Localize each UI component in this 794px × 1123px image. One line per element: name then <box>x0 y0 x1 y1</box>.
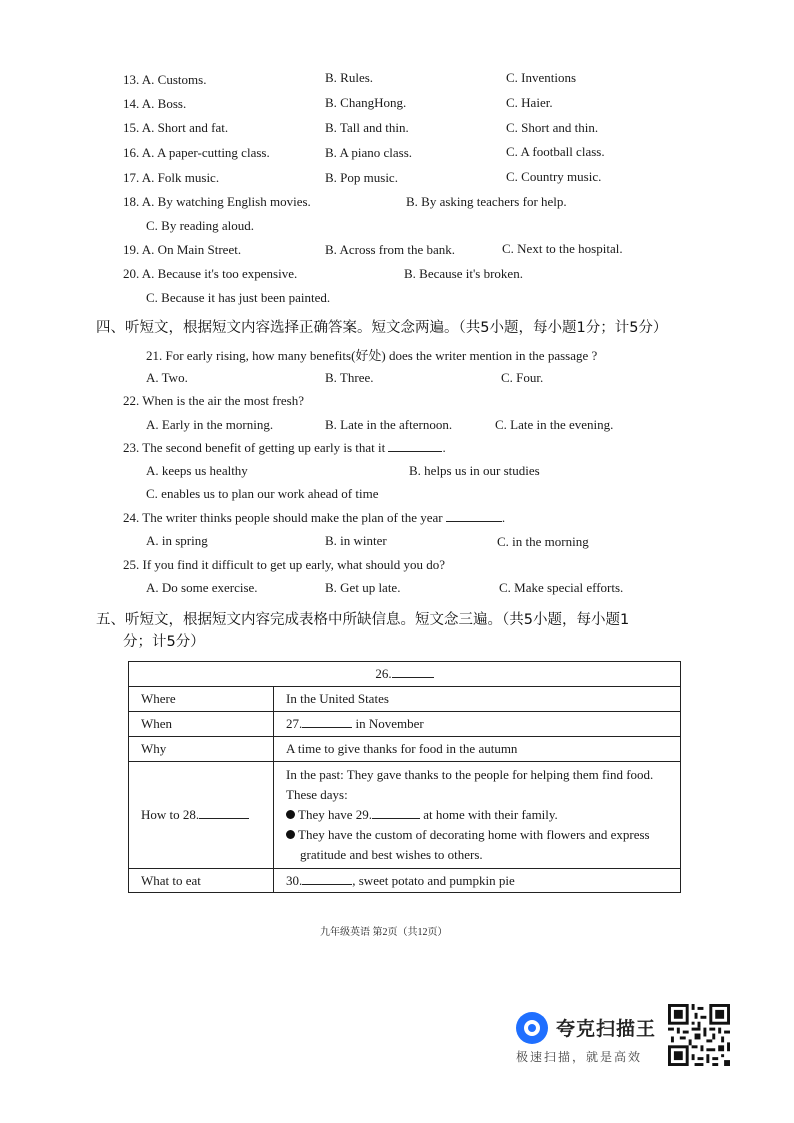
bullet-icon <box>286 810 295 819</box>
section-5-heading-line1: 五、听短文，根据短文内容完成表格中所缺信息。短文念三遍。（共5小题，每小题1 <box>96 612 630 628</box>
item-17-b: B. Pop music. <box>325 170 398 185</box>
row-label-how: How to 28. <box>129 762 274 869</box>
bullet-icon <box>286 830 295 839</box>
question-23-option-c: C. enables us to plan our work ahead of time <box>146 486 379 501</box>
row-value-where: In the United States <box>274 687 681 712</box>
question-25-option-a: A. Do some exercise. <box>146 580 258 595</box>
watermark-brand: 夸克扫描王 <box>556 1018 657 1040</box>
table-row <box>129 762 681 869</box>
page-footer: 九年级英语 第2页（共12页） <box>320 927 448 938</box>
table-title-number: 26. <box>375 666 392 681</box>
table-row <box>129 687 681 712</box>
item-13-a: 13. A. Customs. <box>123 72 207 87</box>
table-row <box>129 869 681 893</box>
item-14-c: C. Haier. <box>506 95 553 110</box>
how-bullet-2-continued: gratitude and best wishes to others. <box>300 847 483 862</box>
question-22-option-b: B. Late in the afternoon. <box>325 417 453 432</box>
question-25-option-c: C. Make special efforts. <box>499 580 624 595</box>
question-24-option-c: C. in the morning <box>497 534 589 549</box>
answer-blank-26 <box>392 666 434 678</box>
table-title-cell <box>129 662 681 687</box>
question-22-option-a: A. Early in the morning. <box>146 417 274 432</box>
row-value-how <box>274 762 681 869</box>
section-5-heading-line2: 分；计5分） <box>123 634 205 650</box>
question-22-option-c: C. Late in the evening. <box>495 417 614 432</box>
answer-blank-30 <box>302 873 352 885</box>
how-these-days-text: These days: <box>286 787 348 802</box>
item-15-b: B. Tall and thin. <box>325 120 409 135</box>
item-16-a: 16. A. A paper-cutting class. <box>123 145 270 160</box>
item-15-c: C. Short and thin. <box>506 120 599 135</box>
item-18-a: 18. A. By watching English movies. <box>123 194 311 209</box>
item-20-a: 20. A. Because it's too expensive. <box>123 266 298 281</box>
row-label-eat: What to eat <box>129 869 274 893</box>
row-value-why: A time to give thanks for food in the autumn <box>274 737 681 762</box>
item-15-a: 15. A. Short and fat. <box>123 120 229 135</box>
question-23-option-a: A. keeps us healthy <box>146 463 248 478</box>
how-bullet-2: They have the custom of decorating home with flowers and express <box>286 825 680 845</box>
table-row <box>129 737 681 762</box>
item-20-b: B. Because it's broken. <box>404 266 523 281</box>
row-value-eat: 30. , sweet potato and pumpkin pie <box>274 869 681 893</box>
item-19-b: B. Across from the bank. <box>325 242 455 257</box>
table-row-title <box>129 662 681 687</box>
question-22-stem: 22. When is the air the most fresh? <box>123 393 304 408</box>
how-past-text: In the past: They gave thanks to the people for helping them find food. <box>286 767 654 782</box>
row-label-where: Where <box>129 687 274 712</box>
quark-logo-icon <box>516 1012 548 1044</box>
table-row <box>129 712 681 737</box>
item-13-b: B. Rules. <box>325 70 374 85</box>
item-19-a: 19. A. On Main Street. <box>123 242 242 257</box>
qr-code-icon <box>666 1004 732 1066</box>
answer-blank-27 <box>302 716 352 728</box>
question-23-option-b: B. helps us in our studies <box>409 463 540 478</box>
item-17-a: 17. A. Folk music. <box>123 170 220 185</box>
item-16-c: C. A football class. <box>506 144 605 159</box>
item-14-b: B. ChangHong. <box>325 95 407 110</box>
item-17-c: C. Country music. <box>506 169 602 184</box>
watermark-slogan: 极速扫描，就是高效 <box>516 1050 643 1064</box>
answer-blank-28 <box>199 807 249 819</box>
question-21-option-b: B. Three. <box>325 370 374 385</box>
item-16-b: B. A piano class. <box>325 145 413 160</box>
item-18-c: C. By reading aloud. <box>146 218 254 233</box>
question-21-option-c: C. Four. <box>501 370 544 385</box>
question-25-stem: 25. If you find it difficult to get up early, what should you do? <box>123 557 446 572</box>
item-14-a: 14. A. Boss. <box>123 96 187 111</box>
answer-blank-29 <box>372 807 420 819</box>
how-bullet-1: They have 29. at home with their family. <box>286 805 680 825</box>
question-24-option-a: A. in spring <box>146 533 208 548</box>
answer-blank <box>388 440 442 452</box>
row-label-why: Why <box>129 737 274 762</box>
item-18-b: B. By asking teachers for help. <box>406 194 567 209</box>
item-13-c: C. Inventions <box>506 70 577 85</box>
question-23-stem: 23. The second benefit of getting up early is that it . <box>123 440 446 455</box>
item-20-c: C. Because it has just been painted. <box>146 290 331 305</box>
question-21-option-a: A. Two. <box>146 370 188 385</box>
row-value-when: 27. in November <box>274 712 681 737</box>
section-4-heading: 四、听短文，根据短文内容选择正确答案。短文念两遍。（共5小题，每小题1分；计5分） <box>96 320 668 336</box>
question-24-stem: 24. The writer thinks people should make the plan of the year . <box>123 510 506 525</box>
item-19-c: C. Next to the hospital. <box>502 241 623 256</box>
question-24-option-b: B. in winter <box>325 533 387 548</box>
row-label-when: When <box>129 712 274 737</box>
answer-blank <box>446 510 502 522</box>
question-21-stem: 21. For early rising, how many benefits(好处) does the writer mention in the passage ? <box>146 348 598 363</box>
thanksgiving-info-table <box>128 661 681 893</box>
question-25-option-b: B. Get up late. <box>325 580 401 595</box>
